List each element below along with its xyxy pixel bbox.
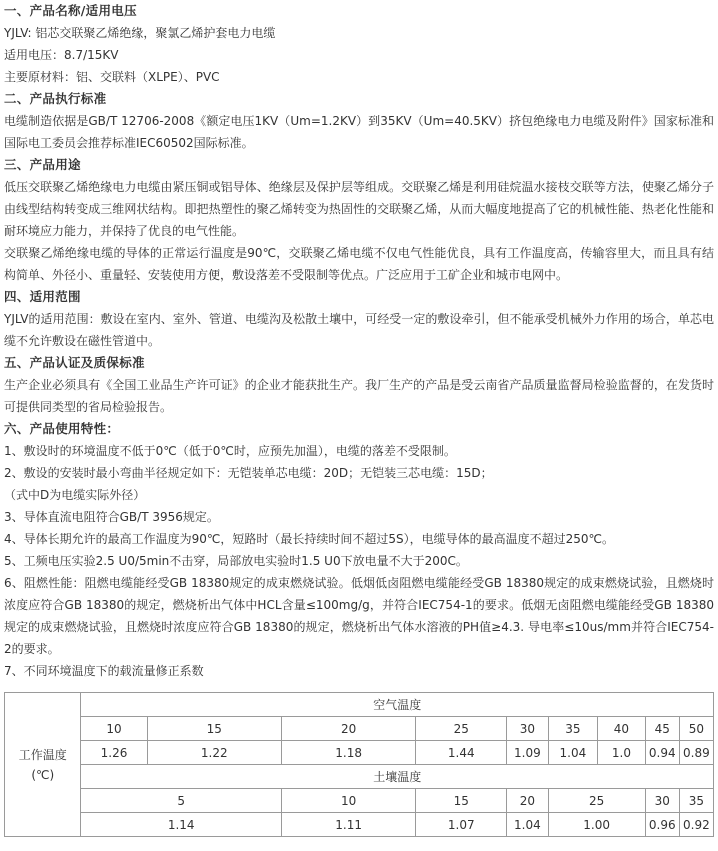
text-line: YJLV: 铝芯交联聚乙烯绝缘，聚氯乙烯护套电力电缆 [4, 26, 276, 40]
soil-temp-cell: 35 [679, 789, 713, 813]
row-header-cell [5, 693, 81, 837]
row-label-line2: (℃) [31, 767, 55, 782]
air-temp-cell: 50 [679, 717, 713, 741]
air-temp-title: 空气温度 [81, 693, 714, 717]
list-item: 5、工频电压实验2.5 U0/5min不击穿，局部放电实验时1.5 U0下放电量不大于200C。 [4, 554, 468, 568]
paragraph: 低压交联聚乙烯绝缘电力电缆由紧压铜或铝导体、绝缘层及保护层等组成。交联聚乙烯是利用硅烷温水接枝交联等方法，使聚乙烯分子由线型结构转变成三维网状结构。即把热塑性的聚乙烯转变为热固性的交联聚乙烯，从而大幅度地提高了它的机械性能、热老化性能和耐环境应力能力，并保持了优良的电气性能。 [4, 180, 714, 238]
air-factor-cell: 1.22 [147, 741, 281, 765]
paragraph: 电缆制造依据是GB/T 12706-2008《额定电压1KV（Um=1.2KV）到35KV（Um=40.5KV）挤包绝缘电力电缆及附件》国家标准和国际电工委员会推荐标准IEC60502国际标准。 [4, 114, 714, 150]
section-heading: 六、产品使用特性： [4, 421, 120, 436]
section-heading: 四、适用范围 [4, 289, 81, 304]
list-item: 1、敷设时的环境温度不低于0℃（低于0℃时，应预先加温），电缆的落差不受限制。 [4, 444, 456, 458]
section-heading: 三、产品用途 [4, 157, 81, 172]
soil-temp-cell: 20 [507, 789, 548, 813]
air-temp-cell: 10 [81, 717, 147, 741]
air-temp-cell: 35 [548, 717, 598, 741]
soil-temp-title: 土壤温度 [81, 765, 714, 789]
air-temp-cell: 20 [281, 717, 415, 741]
air-factor-cell: 1.09 [507, 741, 548, 765]
paragraph: 生产企业必须具有《全国工业品生产许可证》的企业才能获批生产。我厂生产的产品是受云南省产品质量监督局检验监督的，在发货时可提供同类型的省局检验报告。 [4, 378, 714, 414]
list-item: 7、不同环境温度下的载流量修正系数 [4, 664, 204, 678]
air-temp-cell: 15 [147, 717, 281, 741]
text-line: 主要原材料：铝、交联料（XLPE）、PVC [4, 70, 220, 84]
document-body [4, 0, 714, 682]
soil-factor-cell: 1.04 [507, 813, 548, 837]
air-factor-cell: 0.89 [679, 741, 713, 765]
air-factor-cell: 1.44 [416, 741, 507, 765]
air-factor-cell: 0.94 [645, 741, 679, 765]
correction-factor-table [4, 692, 714, 837]
section-heading: 二、产品执行标准 [4, 91, 107, 106]
soil-temp-cell: 30 [645, 789, 679, 813]
soil-factor-cell: 1.00 [548, 813, 645, 837]
air-temp-cell: 30 [507, 717, 548, 741]
soil-factor-cell: 1.07 [416, 813, 507, 837]
list-item: 3、导体直流电阻符合GB/T 3956规定。 [4, 510, 219, 524]
air-factor-cell: 1.26 [81, 741, 147, 765]
air-temp-cell: 45 [645, 717, 679, 741]
row-label-line1: 工作温度 [18, 747, 67, 762]
air-factor-cell: 1.0 [598, 741, 646, 765]
soil-factor-cell: 0.96 [645, 813, 679, 837]
paragraph: 交联聚乙烯绝缘电缆的导体的正常运行温度是90℃，交联聚乙烯电缆不仅电气性能优良，具有工作温度高，传输容里大，而且具有结构简单、外径小、重量轻、安装使用方便，敷设落差不受限制等优点。广泛应用于工矿企业和城市电网中。 [4, 246, 714, 282]
list-item: （式中D为电缆实际外径） [4, 488, 146, 502]
list-item: 6、阻燃性能：阻燃电缆能经受GB 18380规定的成束燃烧试验。低烟低卤阻燃电缆能经受GB 18380规定的成束燃烧试验，且燃烧时浓度应符合GB 18380的规定，燃烧析出气体中HCL含量≤100mg/g，并符合IEC754-1的要求。低烟无卤阻燃电缆能经受GB 18380规定的成束燃烧试验，且燃烧时浓度应符合GB 18380的规定，燃烧析出气体水溶液的PH值≥4.3. 导电率≤10us/mm并符合IEC754-2的要求。 [4, 576, 714, 656]
soil-temp-cell: 25 [548, 789, 645, 813]
air-factor-cell: 1.04 [548, 741, 598, 765]
list-item: 2、敷设的安装时最小弯曲半径规定如下：无铠装单芯电缆：20D；无铠装三芯电缆：15D； [4, 466, 493, 480]
soil-temp-cell: 15 [416, 789, 507, 813]
text-line: 适用电压：8.7/15KV [4, 48, 119, 62]
section-heading: 五、产品认证及质保标准 [4, 355, 145, 370]
section-heading: 一、产品名称/适用电压 [4, 3, 137, 18]
soil-temp-cell: 5 [81, 789, 281, 813]
soil-factor-cell: 0.92 [679, 813, 713, 837]
air-factor-cell: 1.18 [281, 741, 415, 765]
paragraph: YJLV的适用范围：敷设在室内、室外、管道、电缆沟及松散土壤中，可经受一定的敷设牵引，但不能承受机械外力作用的场合，单芯电缆不允许敷设在磁性管道中。 [4, 312, 714, 348]
soil-temp-cell: 10 [281, 789, 415, 813]
soil-factor-cell: 1.11 [281, 813, 415, 837]
list-item: 4、导体长期允许的最高工作温度为90℃，短路时（最长持续时间不超过5S），电缆导体的最高温度不超过250℃。 [4, 532, 615, 546]
soil-factor-cell: 1.14 [81, 813, 281, 837]
air-temp-cell: 25 [416, 717, 507, 741]
air-temp-cell: 40 [598, 717, 646, 741]
